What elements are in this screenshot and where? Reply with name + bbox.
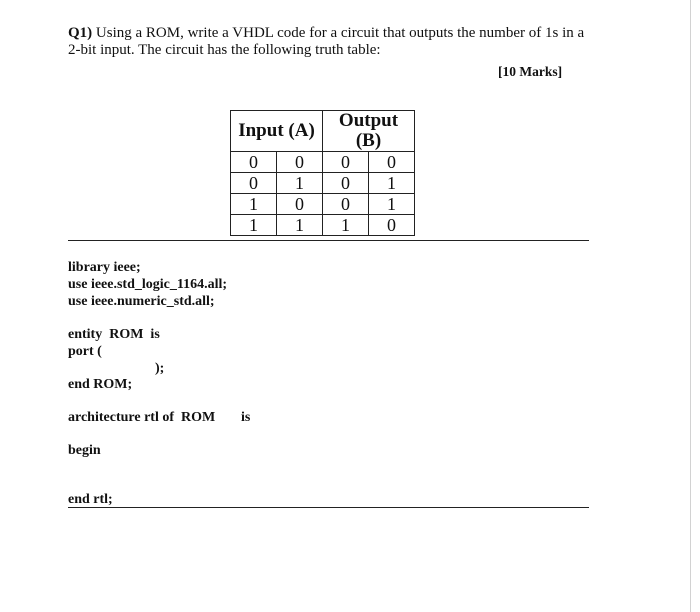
table-cell: 1 xyxy=(277,215,323,236)
code-end-entity: end ROM; xyxy=(68,377,133,392)
table-cell: 0 xyxy=(277,194,323,215)
table-cell: 0 xyxy=(323,152,369,173)
table-row xyxy=(231,215,415,236)
code-architecture: architecture rtl of ROM xyxy=(68,410,216,425)
truth-table xyxy=(230,110,415,236)
code-use-std-logic: use ieee.std_logic_1164.all; xyxy=(68,277,228,292)
marks-label: [10 Marks] xyxy=(498,64,563,79)
divider-bottom xyxy=(68,507,589,508)
table-cell: 0 xyxy=(323,194,369,215)
page-edge-right xyxy=(690,0,691,612)
table-cell: 1 xyxy=(369,194,415,215)
table-row xyxy=(231,152,415,173)
question-body: Using a ROM, write a VHDL code for a circuit that outputs the number of 1s in a 2-bit input. The circuit has the following truth table: xyxy=(68,25,585,58)
table-cell: 0 xyxy=(231,152,277,173)
table-row xyxy=(231,173,415,194)
table-cell: 0 xyxy=(277,152,323,173)
table-cell: 1 xyxy=(231,194,277,215)
code-port-close: ); xyxy=(155,361,165,376)
input-header: Input (A) xyxy=(231,111,323,152)
code-end-architecture: end rtl; xyxy=(68,492,113,507)
question-text xyxy=(68,25,598,59)
code-begin: begin xyxy=(68,443,101,458)
table-cell: 1 xyxy=(323,215,369,236)
code-entity: entity ROM is xyxy=(68,327,160,342)
table-cell: 1 xyxy=(369,173,415,194)
code-library: library ieee; xyxy=(68,260,141,275)
code-use-numeric: use ieee.numeric_std.all; xyxy=(68,294,215,309)
table-cell: 0 xyxy=(369,152,415,173)
table-row xyxy=(231,194,415,215)
divider-top xyxy=(68,240,589,241)
table-header-row xyxy=(231,111,415,152)
table-cell: 1 xyxy=(277,173,323,194)
table-cell: 1 xyxy=(231,215,277,236)
table-cell: 0 xyxy=(323,173,369,194)
table-cell: 0 xyxy=(231,173,277,194)
question-number: Q1) xyxy=(68,25,93,41)
table-cell: 0 xyxy=(369,215,415,236)
output-header: Output (B) xyxy=(323,111,415,152)
code-port: port ( xyxy=(68,344,102,359)
code-architecture-is: is xyxy=(241,410,251,425)
